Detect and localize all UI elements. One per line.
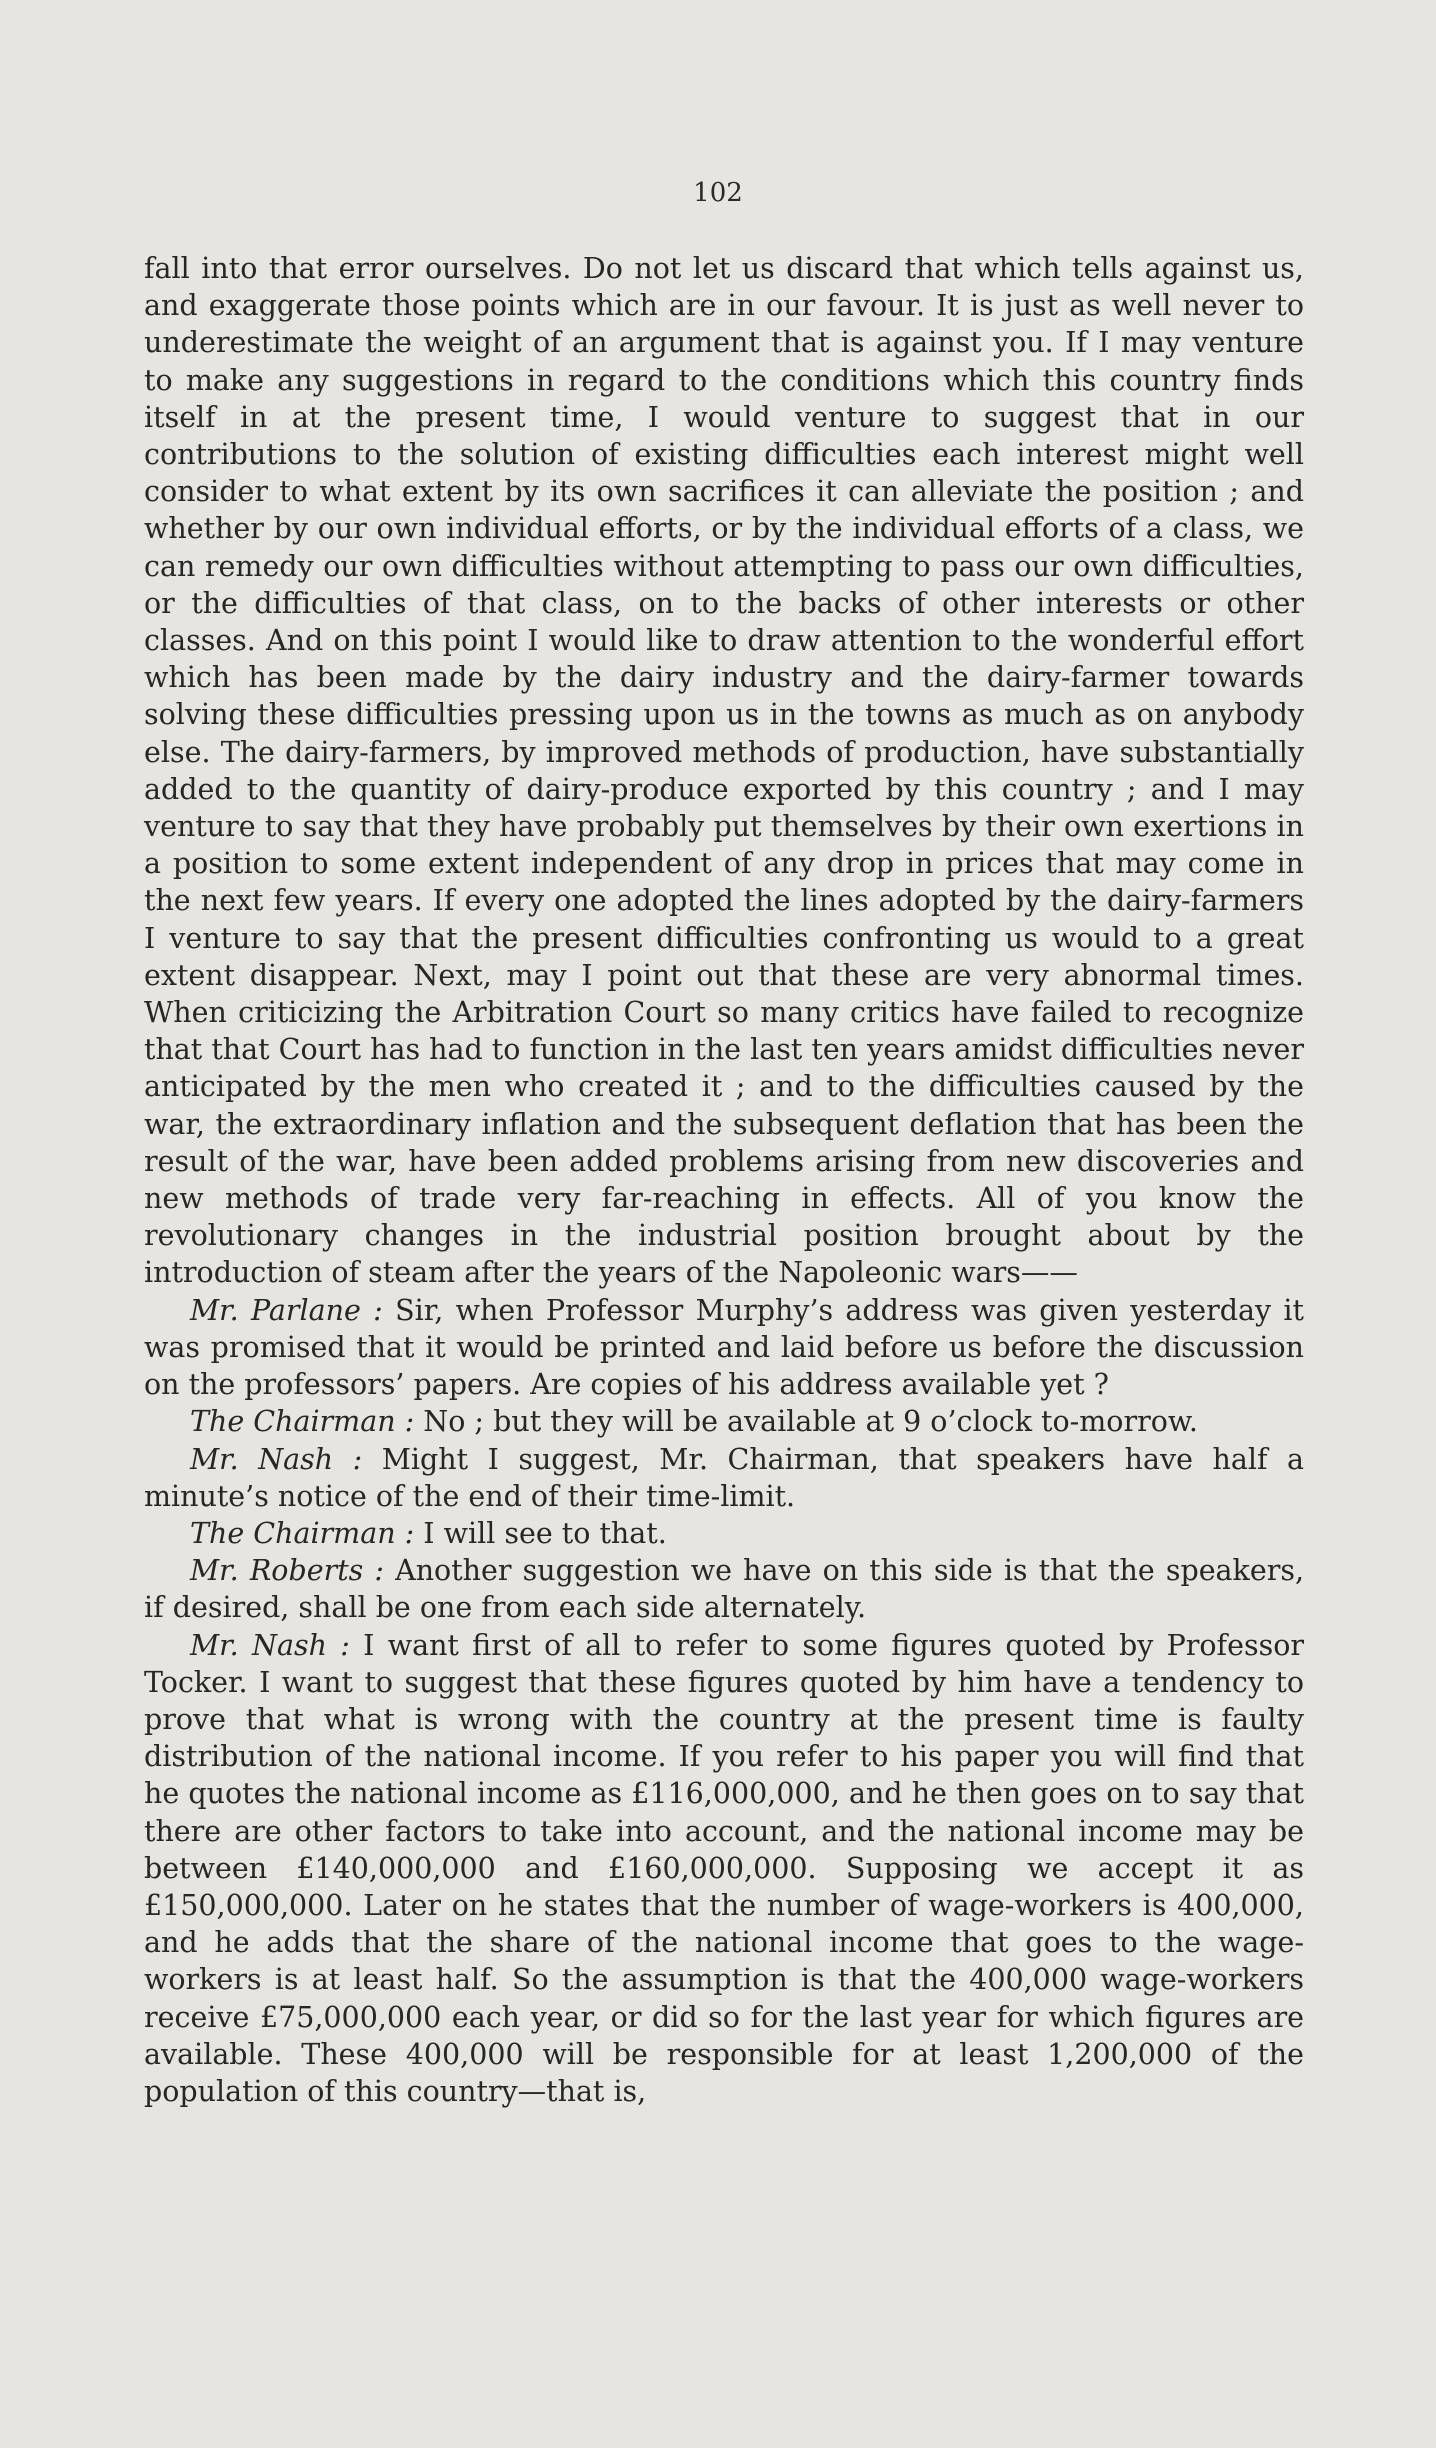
intro-paragraph: fall into that error ourselves. Do not let us discard that which tells against us, and exaggerate those points which are in our favour. It is just as well never to underestimate the weight of an argument that is against you. If I may venture to make any suggestions in regard to the conditions which this country finds itself in at the present time, I would venture to suggest that in our contributions to the solution of existing difficulties each interest might well consider to what extent by its own sacrifices it can alleviate the position ; and whether by our own individual efforts, or by the individual efforts of a class, we can remedy our own difficulties without attempting to pass our own difficulties, or the difficulties of that class, on to the backs of other interests or other classes. And on this point I would like to draw attention to the wonderful effort which has been made by the dairy industry and the dairy-farmer towards solving these difficulties pressing upon us in the towns as much as on anybody else. The dairy-farmers, by improved methods of production, have substantially added to the quantity of dairy-produce exported by this country ; and I may venture to say that they have probably put themselves by their own exertions in a position to some extent independent of any drop in prices that may come in the next few years. If every one adopted the lines adopted by the dairy-farmers I venture to say that the present difficulties confronting us would to a great extent disappear. Next, may I point out that these are very abnormal times. When criticizing the Arbitration Court so many critics have failed to recognize that that Court has had to function in the last ten years amidst difficulties never anticipated by the men who created it ; and to the difficulties caused by the war, the extraordinary inflation and the subsequent deflation that has been the result of the war, have been added problems arising from new discoveries and new methods of trade very far-reaching in effects. All of you know the revolutionary changes in the industrial position brought about by the introduction of steam after the years of the Napoleonic wars——	[144, 252, 1304, 1290]
speech-text: I will see to that.	[414, 1516, 667, 1550]
body-text	[144, 250, 1304, 2110]
speech-text: Another suggestion we have on this side is that the speakers, if desired, shall be one from each side alternately.	[144, 1554, 1304, 1625]
speaker-name: The Chairman :	[190, 1516, 415, 1550]
exchange-paragraph	[144, 1403, 1304, 1440]
speaker-name: Mr. Parlane :	[190, 1293, 383, 1327]
speech-text: No ; but they will be available at 9 o’clock to-morrow.	[414, 1405, 1198, 1439]
speaker-name: Mr. Nash :	[190, 1628, 350, 1662]
exchange-paragraph	[144, 1552, 1304, 1626]
speaker-name: Mr. Roberts :	[190, 1554, 384, 1588]
exchange-paragraph	[144, 1292, 1304, 1404]
speech-text: Might I suggest, Mr. Chairman, that speakers have half a minute’s notice of the end of their time-limit.	[144, 1442, 1304, 1513]
exchange-paragraph	[144, 1627, 1304, 2111]
speaker-name: Mr. Nash :	[190, 1442, 363, 1476]
exchange-paragraph	[144, 1441, 1304, 1515]
speaker-name: The Chairman :	[190, 1405, 415, 1439]
speech-text: Sir, when Professor Murphy’s address was given yesterday it was promised that it would be printed and laid before us before the discussion on the professors’ papers. Are copies of his address available yet ?	[144, 1293, 1304, 1402]
speech-text: I want first of all to refer to some figures quoted by Professor Tocker. I want to suggest that these figures quoted by him have a tendency to prove that what is wrong with the country at the present time is faulty distribution of the national income. If you refer to his paper you will find that he quotes the national income as £116,000,000, and he then goes on to say that there are other factors to take into account, and the national income may be between £140,000,000 and £160,000,000. Supposing we accept it as £150,000,000. Later on he states that the number of wage-workers is 400,000, and he adds that the share of the national income that goes to the wage-workers is at least half. So the assumption is that the 400,000 wage-workers receive £75,000,000 each year, or did so for the last year for which figures are available. These 400,000 will be responsible for at least 1,200,000 of the population of this country—that is,	[144, 1628, 1304, 2108]
page-number: 102	[693, 178, 743, 208]
exchange-paragraph	[144, 1515, 1304, 1552]
